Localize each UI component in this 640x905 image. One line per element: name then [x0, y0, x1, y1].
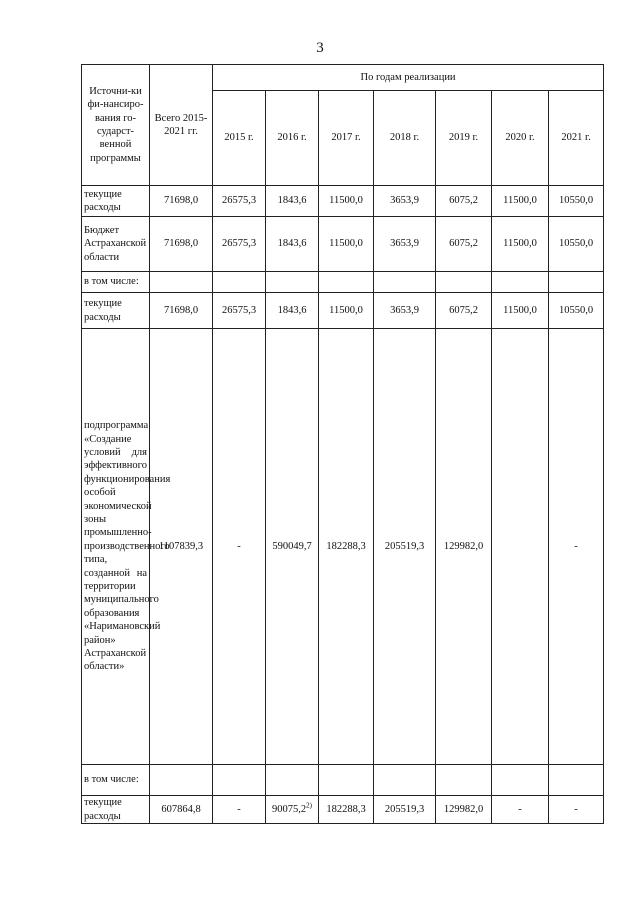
- cell-value: 26575,3: [221, 195, 257, 207]
- cell-v2019: [436, 186, 492, 217]
- cell-v2021: [549, 765, 604, 796]
- cell-value: 3653,9: [390, 238, 419, 250]
- cell-value: 3653,9: [390, 195, 419, 207]
- row-label: в том числе:: [82, 765, 150, 796]
- cell-value: 71698,0: [163, 195, 199, 207]
- cell-total: [150, 272, 213, 293]
- row-label: текущие расходы: [82, 293, 150, 329]
- cell-total: [150, 796, 213, 824]
- row-label: Бюджет Астраханской области: [82, 217, 150, 272]
- cell-total: [150, 329, 213, 765]
- cell-value: -: [518, 803, 522, 815]
- cell-v2017: [319, 272, 374, 293]
- row-label: текущие расходы: [82, 186, 150, 217]
- cell-v2020: [492, 272, 549, 293]
- cell-value: 11500,0: [329, 304, 363, 316]
- cell-value: 129982,0: [443, 803, 484, 815]
- cell-v2018: [374, 293, 436, 329]
- cell-v2021: [549, 272, 604, 293]
- cell-v2015: [213, 272, 266, 293]
- cell-v2019: [436, 796, 492, 824]
- cell-value: 10550,0: [558, 304, 594, 316]
- cell-value: 129982,0: [443, 540, 484, 552]
- row-label: текущие расходы: [82, 796, 150, 824]
- cell-value: 205519,3: [384, 803, 425, 815]
- cell-value: 26575,3: [221, 304, 257, 316]
- table-row: [82, 217, 604, 272]
- cell-value: -: [237, 540, 241, 552]
- cell-value: -: [237, 803, 241, 815]
- header-year-2017: 2017 г.: [319, 91, 374, 186]
- cell-value: 71698,0: [163, 238, 199, 250]
- cell-v2016: [266, 765, 319, 796]
- cell-v2018: [374, 765, 436, 796]
- header-year-2015: 2015 г.: [213, 91, 266, 186]
- table-row: [82, 796, 604, 824]
- cell-v2018: [374, 186, 436, 217]
- cell-v2016: [266, 186, 319, 217]
- cell-v2019: [436, 293, 492, 329]
- cell-v2017: [319, 186, 374, 217]
- cell-v2016: [266, 217, 319, 272]
- cell-v2016: [266, 272, 319, 293]
- cell-v2017: [319, 293, 374, 329]
- cell-v2020: [492, 796, 549, 824]
- cell-total: [150, 293, 213, 329]
- cell-value: 90075,2: [272, 803, 307, 815]
- cell-v2019: [436, 765, 492, 796]
- cell-v2018: [374, 796, 436, 824]
- cell-v2021: [549, 186, 604, 217]
- cell-v2019: [436, 272, 492, 293]
- cell-v2021: [549, 293, 604, 329]
- cell-v2015: [213, 796, 266, 824]
- cell-value: 590049,7: [272, 540, 312, 552]
- cell-v2015: [213, 186, 266, 217]
- header-year-2018: 2018 г.: [374, 91, 436, 186]
- table-row: [82, 293, 604, 329]
- table-row: [82, 765, 604, 796]
- cell-value: 182288,3: [326, 540, 366, 552]
- header-total: Всего 2015-2021 гг.: [150, 65, 213, 186]
- cell-value: 11500,0: [329, 195, 363, 207]
- cell-v2020: [492, 765, 549, 796]
- cell-v2021: [549, 796, 604, 824]
- cell-v2017: [319, 765, 374, 796]
- cell-value: 1843,6: [277, 238, 307, 250]
- cell-value: 26575,3: [221, 238, 257, 250]
- header-sources: Источни-ки фи-нансиро-вания го-сударст-венной программы: [82, 65, 150, 186]
- cell-value: 205519,3: [384, 540, 425, 552]
- cell-v2019: [436, 329, 492, 765]
- page-number: 3: [316, 40, 324, 56]
- cell-value: 3653,9: [390, 304, 419, 316]
- cell-v2020: [492, 293, 549, 329]
- cell-value: -: [574, 803, 578, 815]
- row-label: подпрограмма «Создание условий для эффективного функционирования особой экономической зоны промышленно-производственного типа, созданной на территории муниципального образования «Наримановский район» Астраханской области»: [82, 329, 150, 765]
- cell-value: 11500,0: [329, 238, 363, 250]
- cell-total: [150, 186, 213, 217]
- header-years-group: По годам реализации: [213, 65, 604, 91]
- cell-value: 11500,0: [503, 195, 537, 207]
- cell-value: 1843,6: [277, 195, 307, 207]
- cell-v2019: [436, 217, 492, 272]
- cell-v2016: [266, 796, 319, 824]
- cell-value: 10550,0: [558, 195, 594, 207]
- table-row: [82, 272, 604, 293]
- header-year-2016: 2016 г.: [266, 91, 319, 186]
- cell-v2015: [213, 217, 266, 272]
- cell-v2018: [374, 217, 436, 272]
- cell-v2015: [213, 765, 266, 796]
- header-year-2019: 2019 г.: [436, 91, 492, 186]
- cell-v2016: [266, 293, 319, 329]
- cell-v2017: [319, 217, 374, 272]
- cell-v2021: [549, 329, 604, 765]
- cell-value: 11500,0: [503, 304, 537, 316]
- cell-total: [150, 217, 213, 272]
- table-row: [82, 186, 604, 217]
- cell-v2017: [319, 329, 374, 765]
- cell-total: [150, 765, 213, 796]
- cell-value: 10550,0: [558, 238, 594, 250]
- cell-value: 6075,2: [449, 238, 478, 250]
- cell-value: 6075,2: [449, 195, 478, 207]
- cell-value: 11500,0: [503, 238, 537, 250]
- cell-value: 6075,2: [449, 304, 478, 316]
- cell-v2015: [213, 293, 266, 329]
- header-year-2021: 2021 г.: [549, 91, 604, 186]
- cell-v2018: [374, 329, 436, 765]
- cell-v2020: [492, 329, 549, 765]
- table-row: [82, 329, 604, 765]
- cell-value: 71698,0: [163, 304, 199, 316]
- cell-value: 1107839,3: [158, 540, 204, 552]
- cell-value: 182288,3: [326, 803, 366, 815]
- cell-v2020: [492, 186, 549, 217]
- header-year-2020: 2020 г.: [492, 91, 549, 186]
- cell-value: 1843,6: [277, 304, 307, 316]
- financing-table: [81, 64, 604, 824]
- cell-v2016: [266, 329, 319, 765]
- cell-v2020: [492, 217, 549, 272]
- cell-value: 607864,8: [161, 803, 201, 815]
- cell-v2017: [319, 796, 374, 824]
- cell-value: -: [574, 540, 578, 552]
- cell-v2021: [549, 217, 604, 272]
- cell-v2018: [374, 272, 436, 293]
- footnote-marker: 2): [306, 801, 312, 810]
- cell-v2015: [213, 329, 266, 765]
- row-label: в том числе:: [82, 272, 150, 293]
